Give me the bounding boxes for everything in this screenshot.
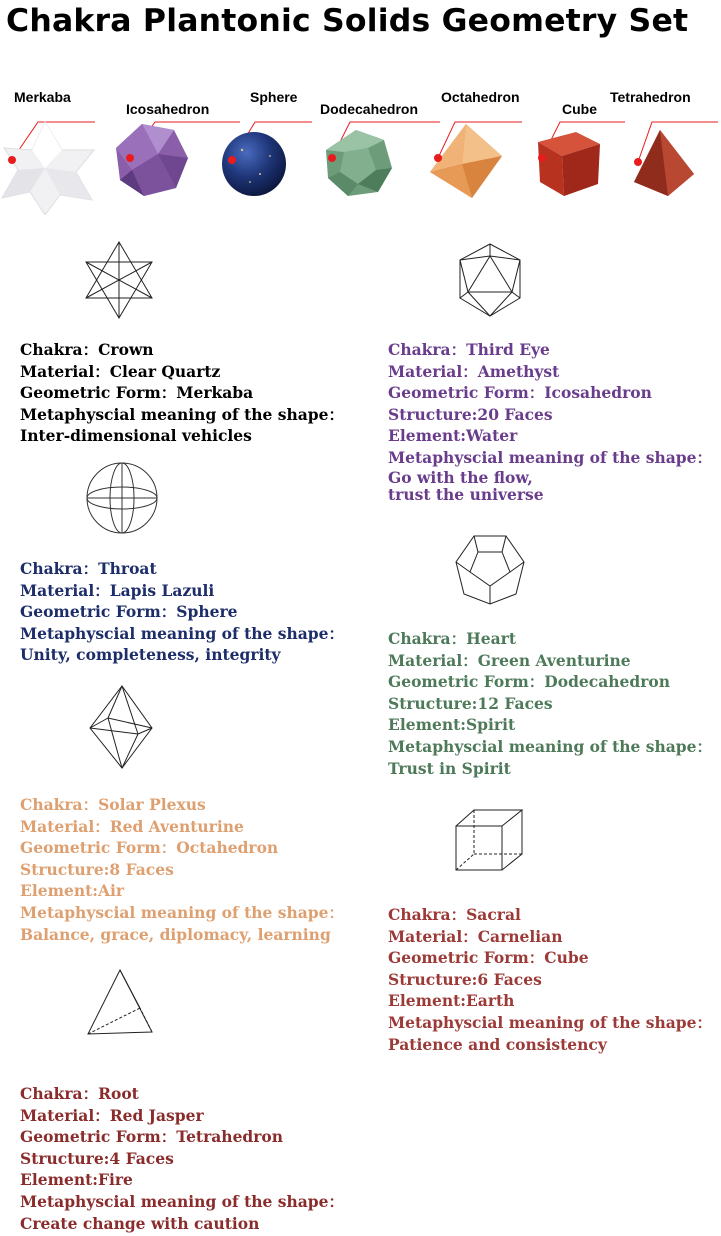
- sacral-material: Material：Carnelian: [388, 926, 563, 946]
- solar-plexus-material: Material：Red Aventurine: [20, 816, 244, 836]
- sacral-info-block: [388, 904, 712, 1055]
- crown-info-block: [20, 339, 344, 447]
- sphere-wireframe-icon: [84, 460, 160, 536]
- heart-form: Geometric Form：Dodecahedron: [388, 672, 671, 692]
- third-eye-form: Geometric Form：Icosahedron: [388, 383, 652, 403]
- page-title: Chakra Plantonic Solids Geometry Set: [6, 3, 689, 39]
- throat-meaning-label: Metaphyscial meaning of the shape：: [20, 623, 345, 643]
- throat-material: Material：Lapis Lazuli: [20, 580, 215, 600]
- root-element: Element:Fire: [20, 1170, 133, 1190]
- third-eye-meaning-line-1: Go with the flow,: [388, 467, 533, 487]
- stone-label-tetrahedron: Tetrahedron: [610, 89, 691, 105]
- root-meaning: Create change with caution: [20, 1213, 260, 1233]
- stone-label-icosahedron: Icosahedron: [126, 101, 210, 117]
- tetrahedron-wireframe-icon: [86, 968, 156, 1040]
- root-structure: Structure:4 Faces: [20, 1148, 174, 1168]
- third-eye-meaning-line-2: trust the universe: [388, 484, 544, 504]
- sacral-meaning-label: Metaphyscial meaning of the shape：: [388, 1012, 713, 1032]
- root-chakra: Chakra：Root: [20, 1084, 139, 1103]
- stone-label-cube: Cube: [562, 101, 597, 117]
- sacral-meaning: Patience and consistency: [388, 1034, 607, 1054]
- icosahedron-wireframe-icon: [454, 242, 526, 318]
- crown-meaning-label: Metaphyscial meaning of the shape：: [20, 404, 345, 424]
- stone-label-merkaba: Merkaba: [14, 89, 71, 105]
- third-eye-element: Element:Water: [388, 426, 518, 446]
- heart-structure: Structure:12 Faces: [388, 693, 553, 713]
- solar-plexus-meaning: Balance, grace, diplomacy, learning: [20, 924, 331, 944]
- dodecahedron-wireframe-icon: [454, 532, 526, 606]
- solar-plexus-element: Element:Air: [20, 881, 125, 901]
- throat-chakra: Chakra：Throat: [20, 559, 157, 578]
- solar-plexus-meaning-label: Metaphyscial meaning of the shape：: [20, 902, 345, 922]
- throat-form: Geometric Form：Sphere: [20, 602, 238, 622]
- third-eye-meaning-label: Metaphyscial meaning of the shape：: [388, 447, 713, 467]
- crown-chakra: Chakra：Crown: [20, 340, 154, 359]
- heart-chakra: Chakra：Heart: [388, 629, 516, 648]
- sacral-chakra: Chakra：Sacral: [388, 905, 521, 924]
- solar-plexus-chakra: Chakra：Solar Plexus: [20, 795, 206, 814]
- throat-info-block: [20, 558, 344, 666]
- throat-meaning: Unity, completeness, integrity: [20, 645, 281, 665]
- cube-wireframe-icon: [452, 806, 528, 874]
- third-eye-structure: Structure:20 Faces: [388, 404, 553, 424]
- third-eye-material: Material：Amethyst: [388, 361, 560, 381]
- crown-meaning: Inter-dimensional vehicles: [20, 426, 252, 446]
- stone-marker-dots: [0, 0, 721, 220]
- sacral-structure: Structure:6 Faces: [388, 969, 542, 989]
- heart-element: Element:Spirit: [388, 715, 516, 735]
- heart-material: Material：Green Aventurine: [388, 650, 631, 670]
- octahedron-wireframe-icon: [86, 684, 156, 772]
- root-info-block: [20, 1083, 344, 1234]
- root-meaning-label: Metaphyscial meaning of the shape：: [20, 1191, 345, 1211]
- sacral-element: Element:Earth: [388, 991, 515, 1011]
- root-form: Geometric Form：Tetrahedron: [20, 1127, 284, 1147]
- heart-info-block: [388, 628, 712, 779]
- solar-plexus-form: Geometric Form：Octahedron: [20, 838, 279, 858]
- sacral-form: Geometric Form：Cube: [388, 948, 589, 968]
- merkaba-wireframe-icon: [82, 238, 156, 322]
- third-eye-chakra: Chakra：Third Eye: [388, 340, 550, 359]
- root-material: Material：Red Jasper: [20, 1105, 204, 1125]
- stone-label-dodecahedron: Dodecahedron: [320, 101, 419, 117]
- crown-material: Material：Clear Quartz: [20, 361, 221, 381]
- third-eye-info-block: [388, 339, 712, 503]
- solar-plexus-structure: Structure:8 Faces: [20, 859, 174, 879]
- heart-meaning-label: Metaphyscial meaning of the shape：: [388, 736, 713, 756]
- heart-meaning: Trust in Spirit: [388, 758, 511, 778]
- stone-label-octahedron: Octahedron: [441, 89, 520, 105]
- stone-label-sphere: Sphere: [250, 89, 298, 105]
- crown-form: Geometric Form：Merkaba: [20, 383, 254, 403]
- solar-plexus-info-block: [20, 794, 344, 945]
